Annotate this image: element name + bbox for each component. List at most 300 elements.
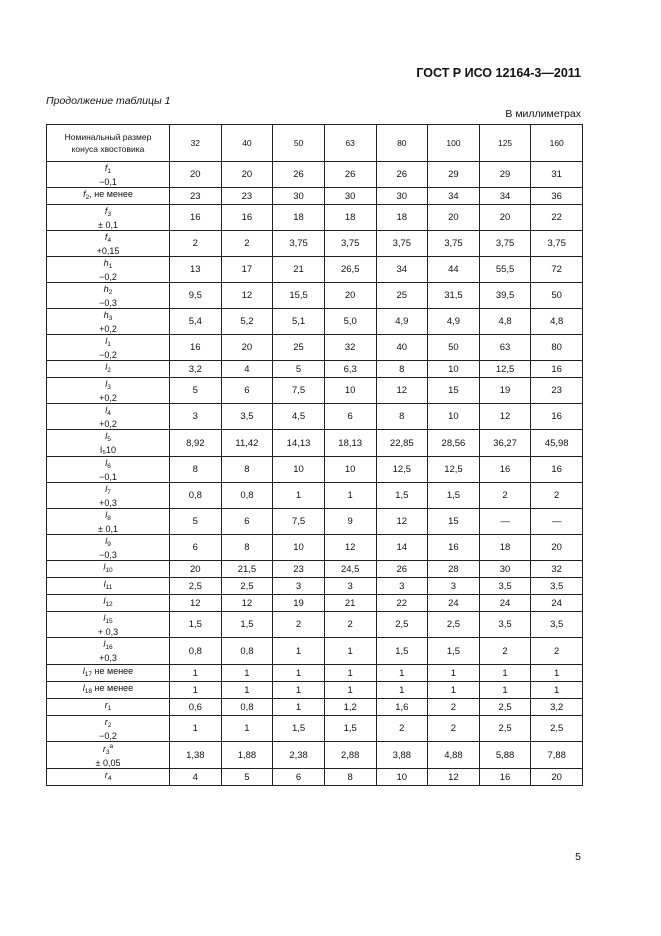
parameter-subscript: 3 (108, 314, 113, 322)
value-cell: — (531, 509, 583, 535)
column-header: 50 (273, 125, 325, 162)
parameter-tolerance: +0,2 (99, 418, 117, 429)
value-cell: 63 (479, 335, 531, 361)
parameter-tolerance: −0,3 (99, 297, 117, 308)
table-row (47, 769, 583, 786)
value-cell: 6 (221, 509, 273, 535)
value-cell: 20 (531, 769, 583, 786)
value-cell: 1 (221, 716, 273, 742)
value-cell: 20 (428, 205, 480, 231)
value-cell: 0,6 (170, 699, 222, 716)
value-cell: 3,75 (479, 231, 531, 257)
parameter-symbol: l (103, 639, 106, 649)
parameter-symbol: l (105, 509, 108, 520)
value-cell: 2 (479, 638, 531, 665)
value-cell: 1,5 (376, 483, 428, 509)
table-row (47, 483, 583, 509)
value-cell: 21 (324, 595, 376, 612)
value-cell: 1 (376, 665, 428, 682)
parameter-tolerance: +0,2 (99, 323, 117, 334)
parameter-subscript: 11 (105, 584, 113, 591)
value-cell: 5,88 (479, 742, 531, 769)
value-cell: 20 (324, 283, 376, 309)
units-label: В миллиметрах (505, 108, 581, 120)
value-cell: 3,75 (324, 231, 376, 257)
value-cell: 16 (531, 404, 583, 430)
parameter-tolerance: −0,3 (99, 549, 117, 560)
parameter-subscript: 18 (84, 688, 93, 695)
value-cell: 8,92 (170, 430, 222, 457)
table-row (47, 162, 583, 188)
value-cell: 1,2 (324, 699, 376, 716)
table-row (47, 665, 583, 682)
parameter-symbol: l (105, 404, 108, 415)
parameter-symbol: l (82, 683, 85, 693)
value-cell: 14 (376, 535, 428, 561)
parameter-cell (47, 509, 170, 535)
value-cell: 4,88 (428, 742, 480, 769)
value-cell: 72 (531, 257, 583, 283)
value-cell: 12,5 (428, 457, 480, 483)
parameter-cell (47, 699, 170, 716)
value-cell: 1 (479, 665, 531, 682)
value-cell: 1 (428, 665, 480, 682)
value-cell: 1,5 (428, 638, 480, 665)
value-cell: 10 (376, 769, 428, 786)
parameter-cell (47, 483, 170, 509)
value-cell: 12 (376, 378, 428, 404)
value-cell: 16 (170, 335, 222, 361)
parameter-subscript: 17 (84, 671, 93, 678)
value-cell: 9,5 (170, 283, 222, 309)
value-cell: 1 (221, 682, 273, 699)
parameter-tolerance: + 0,3 (97, 626, 119, 637)
parameter-cell (47, 612, 170, 638)
table-row (47, 561, 583, 578)
value-cell: 1,38 (170, 742, 222, 769)
table-row (47, 638, 583, 665)
value-cell: 2 (324, 612, 376, 638)
value-cell: 4 (221, 361, 273, 378)
value-cell: 9 (324, 509, 376, 535)
value-cell: 50 (531, 283, 583, 309)
value-cell: 18 (479, 535, 531, 561)
value-cell: 0,8 (170, 638, 222, 665)
value-cell: 10 (428, 404, 480, 430)
value-cell: 10 (273, 535, 325, 561)
value-cell: 10 (273, 457, 325, 483)
value-cell: 8 (221, 457, 273, 483)
value-cell: 50 (428, 335, 480, 361)
value-cell: 3 (376, 578, 428, 595)
parameter-cell (47, 361, 170, 378)
column-header: 100 (428, 125, 480, 162)
table-row (47, 535, 583, 561)
value-cell: 18,13 (324, 430, 376, 457)
value-cell: 0,8 (221, 483, 273, 509)
parameter-cell (47, 378, 170, 404)
table-row (47, 457, 583, 483)
value-cell: 4,9 (376, 309, 428, 335)
value-cell: 34 (428, 188, 480, 205)
value-cell: 20 (221, 335, 273, 361)
dimensions-table (46, 124, 583, 786)
value-cell: 6,3 (324, 361, 376, 378)
value-cell: 12 (324, 535, 376, 561)
parameter-cell (47, 430, 170, 457)
parameter-cell (47, 561, 170, 578)
parameter-subscript: 15 (105, 617, 113, 625)
column-header: 63 (324, 125, 376, 162)
value-cell: 5,4 (170, 309, 222, 335)
table-row (47, 283, 583, 309)
value-cell: 10 (324, 457, 376, 483)
value-cell: 26 (273, 162, 325, 188)
parameter-subscript: 12 (105, 601, 113, 608)
parameter-cell (47, 335, 170, 361)
parameter-cell (47, 682, 170, 699)
value-cell: 7,88 (531, 742, 583, 769)
value-cell: 0,8 (170, 483, 222, 509)
value-cell: 18 (273, 205, 325, 231)
value-cell: 12 (428, 769, 480, 786)
parameter-cell (47, 769, 170, 786)
parameter-tolerance: −0,1 (99, 176, 117, 187)
value-cell: 5 (273, 361, 325, 378)
value-cell: 1 (273, 682, 325, 699)
value-cell: 3 (170, 404, 222, 430)
value-cell: 24 (531, 595, 583, 612)
parameter-subscript: 10 (105, 567, 113, 574)
value-cell: 32 (531, 561, 583, 578)
table-header-row (47, 125, 583, 162)
parameter-cell (47, 595, 170, 612)
parameter-cell (47, 457, 170, 483)
nominal-size-header (47, 125, 170, 162)
value-cell: 11,42 (221, 430, 273, 457)
parameter-suffix: не менее (92, 666, 134, 676)
value-cell: 12 (170, 595, 222, 612)
column-header: 125 (479, 125, 531, 162)
parameter-cell (47, 162, 170, 188)
value-cell: 3,88 (376, 742, 428, 769)
value-cell: 4,9 (428, 309, 480, 335)
value-cell: 26,5 (324, 257, 376, 283)
value-cell: 5 (170, 378, 222, 404)
value-cell: 1 (273, 665, 325, 682)
parameter-subscript: 9 (107, 540, 111, 548)
value-cell: 4,8 (479, 309, 531, 335)
value-cell: 1 (428, 682, 480, 699)
value-cell: 15 (428, 378, 480, 404)
value-cell: 3 (324, 578, 376, 595)
value-cell: 0,8 (221, 699, 273, 716)
parameter-cell (47, 283, 170, 309)
table-row (47, 509, 583, 535)
table-row (47, 205, 583, 231)
value-cell: 3,5 (479, 612, 531, 638)
parameter-suffix: не менее (92, 683, 134, 693)
value-cell: 4 (170, 769, 222, 786)
parameter-symbol: l (105, 535, 108, 546)
table-row (47, 578, 583, 595)
parameter-tolerance: +0,2 (99, 392, 117, 403)
value-cell: 55,5 (479, 257, 531, 283)
table-row (47, 404, 583, 430)
parameter-tolerance: −0,2 (99, 271, 117, 282)
value-cell: 45,98 (531, 430, 583, 457)
value-cell: 23 (273, 561, 325, 578)
parameter-tolerance: ± 0,1 (98, 219, 118, 230)
value-cell: 12 (221, 595, 273, 612)
parameter-suffix: , не менее (89, 189, 133, 199)
value-cell: 19 (479, 378, 531, 404)
value-cell: 2 (376, 716, 428, 742)
value-cell: 17 (221, 257, 273, 283)
value-cell: 16 (479, 457, 531, 483)
value-cell: 6 (324, 404, 376, 430)
parameter-subscript: 2 (107, 367, 111, 374)
value-cell: 28,56 (428, 430, 480, 457)
value-cell: 31 (531, 162, 583, 188)
value-cell: 1,5 (273, 716, 325, 742)
value-cell: 8 (376, 361, 428, 378)
value-cell: 1,88 (221, 742, 273, 769)
value-cell: 31,5 (428, 283, 480, 309)
parameter-symbol: l (105, 362, 108, 372)
value-cell: 2,5 (479, 716, 531, 742)
value-cell: 2,5 (428, 612, 480, 638)
table-caption: Продолжение таблицы 1 (46, 95, 171, 107)
value-cell: 26 (376, 162, 428, 188)
value-cell: 3,5 (531, 578, 583, 595)
parameter-symbol: l (103, 596, 106, 606)
value-cell: 1 (324, 665, 376, 682)
value-cell: 21 (273, 257, 325, 283)
nominal-size-header-line1: Номинальный размер (64, 132, 152, 142)
parameter-symbol: l (105, 335, 108, 346)
table-row (47, 309, 583, 335)
parameter-symbol: h (103, 257, 109, 268)
value-cell: 3,5 (479, 578, 531, 595)
parameter-symbol: l (103, 612, 106, 623)
table-body (47, 162, 583, 786)
value-cell: 20 (170, 162, 222, 188)
value-cell: 5 (221, 769, 273, 786)
parameter-tolerance: −0,2 (99, 730, 117, 741)
parameter-subscript: 1 (107, 340, 111, 348)
value-cell: 2,5 (376, 612, 428, 638)
value-cell: 21,5 (221, 561, 273, 578)
value-cell: 34 (376, 257, 428, 283)
parameter-tolerance: ± 0,1 (98, 523, 118, 534)
parameter-tolerance: −0,1 (99, 471, 117, 482)
value-cell: 3 (273, 578, 325, 595)
value-cell: 18 (324, 205, 376, 231)
value-cell: 5,2 (221, 309, 273, 335)
value-cell: 3 (428, 578, 480, 595)
value-cell: 2,5 (479, 699, 531, 716)
value-cell: 1 (273, 483, 325, 509)
parameter-symbol: h (103, 309, 109, 320)
value-cell: 3,75 (376, 231, 428, 257)
value-cell: 24 (428, 595, 480, 612)
parameter-symbol: l (105, 457, 108, 468)
value-cell: 30 (479, 561, 531, 578)
column-header: 160 (531, 125, 583, 162)
value-cell: 1 (376, 682, 428, 699)
table-row (47, 742, 583, 769)
parameter-symbol: f (104, 162, 108, 173)
value-cell: 23 (170, 188, 222, 205)
value-cell: 20 (170, 561, 222, 578)
parameter-symbol: r (104, 716, 108, 727)
value-cell: 12,5 (479, 361, 531, 378)
parameter-symbol: f (83, 189, 86, 199)
parameter-subscript: 2 (107, 721, 112, 729)
value-cell: 3,75 (428, 231, 480, 257)
value-cell: 1,5 (428, 483, 480, 509)
value-cell: 2 (221, 231, 273, 257)
parameter-symbol: l (103, 579, 106, 589)
value-cell: 23 (221, 188, 273, 205)
parameter-subscript: 5 (107, 436, 111, 443)
parameter-subscript: 4 (107, 409, 111, 417)
parameter-subscript: 3 (105, 749, 110, 756)
table-row (47, 682, 583, 699)
value-cell: 28 (428, 561, 480, 578)
value-cell: 20 (479, 205, 531, 231)
parameter-symbol: r (102, 744, 106, 754)
value-cell: 22 (376, 595, 428, 612)
parameter-tolerance: I₅10 (99, 445, 117, 455)
parameter-symbol: f (104, 231, 108, 242)
value-cell: 7,5 (273, 509, 325, 535)
value-cell: 3,75 (273, 231, 325, 257)
value-cell: 26 (324, 162, 376, 188)
value-cell: 16 (531, 457, 583, 483)
parameter-subscript: 8 (107, 514, 111, 522)
parameter-subscript: 3 (107, 210, 112, 218)
value-cell: 8 (170, 457, 222, 483)
value-cell: 13 (170, 257, 222, 283)
table-row (47, 188, 583, 205)
value-cell: 26 (376, 561, 428, 578)
value-cell: 2 (479, 483, 531, 509)
table-row (47, 612, 583, 638)
value-cell: 2 (531, 483, 583, 509)
value-cell: 2 (428, 716, 480, 742)
parameter-cell (47, 742, 170, 769)
parameter-tolerance: +0,3 (99, 497, 117, 508)
page-number: 5 (575, 851, 581, 863)
value-cell: 12,5 (376, 457, 428, 483)
value-cell: 34 (479, 188, 531, 205)
value-cell: 15 (428, 509, 480, 535)
parameter-subscript: 16 (105, 644, 113, 651)
value-cell: 1 (170, 716, 222, 742)
value-cell: 16 (479, 769, 531, 786)
value-cell: 2,5 (531, 716, 583, 742)
value-cell: 1 (531, 665, 583, 682)
column-header: 40 (221, 125, 273, 162)
value-cell: 2 (531, 638, 583, 665)
value-cell: 3,2 (531, 699, 583, 716)
table-row (47, 699, 583, 716)
value-cell: 8 (221, 535, 273, 561)
parameter-subscript: 4 (107, 236, 112, 244)
value-cell: 44 (428, 257, 480, 283)
value-cell: 24,5 (324, 561, 376, 578)
value-cell: 30 (376, 188, 428, 205)
value-cell: 1 (273, 638, 325, 665)
parameter-symbol: l (105, 431, 108, 441)
value-cell: 29 (479, 162, 531, 188)
table-row (47, 595, 583, 612)
parameter-tolerance: +0,15 (96, 245, 120, 256)
value-cell: 1 (324, 483, 376, 509)
parameter-symbol: l (103, 562, 106, 572)
value-cell: 16 (221, 205, 273, 231)
value-cell: 12 (376, 509, 428, 535)
parameter-symbol: h (103, 283, 109, 294)
parameter-symbol: l (105, 483, 108, 494)
value-cell: 5,0 (324, 309, 376, 335)
parameter-subscript: 6 (107, 462, 111, 470)
parameter-subscript: 3 (107, 383, 111, 391)
parameter-footnote-marker: a (109, 743, 114, 750)
table-row (47, 257, 583, 283)
table-row (47, 378, 583, 404)
value-cell: 15,5 (273, 283, 325, 309)
value-cell: 2 (170, 231, 222, 257)
value-cell: 2 (273, 612, 325, 638)
value-cell: 5 (170, 509, 222, 535)
value-cell: 3,5 (221, 404, 273, 430)
value-cell: 1 (479, 682, 531, 699)
value-cell: 1,6 (376, 699, 428, 716)
value-cell: 1 (324, 682, 376, 699)
value-cell: 14,13 (273, 430, 325, 457)
value-cell: 0,8 (221, 638, 273, 665)
value-cell: 20 (221, 162, 273, 188)
value-cell: 1 (221, 665, 273, 682)
parameter-cell (47, 578, 170, 595)
value-cell: 8 (376, 404, 428, 430)
value-cell: 2,88 (324, 742, 376, 769)
value-cell: 12 (221, 283, 273, 309)
value-cell: 1,5 (324, 716, 376, 742)
value-cell: 2,38 (273, 742, 325, 769)
value-cell: 80 (531, 335, 583, 361)
parameter-tolerance: +0,3 (99, 653, 117, 663)
value-cell: 2 (428, 699, 480, 716)
value-cell: 12 (479, 404, 531, 430)
nominal-size-header-line2: конуса хвостовика (71, 144, 145, 154)
value-cell: 32 (324, 335, 376, 361)
parameter-cell (47, 716, 170, 742)
value-cell: 39,5 (479, 283, 531, 309)
value-cell: 4,5 (273, 404, 325, 430)
parameter-tolerance: −0,2 (99, 349, 117, 360)
value-cell: 40 (376, 335, 428, 361)
parameter-cell (47, 257, 170, 283)
value-cell: 30 (273, 188, 325, 205)
value-cell: 1 (170, 682, 222, 699)
value-cell: 29 (428, 162, 480, 188)
value-cell: 10 (324, 378, 376, 404)
parameter-cell (47, 231, 170, 257)
